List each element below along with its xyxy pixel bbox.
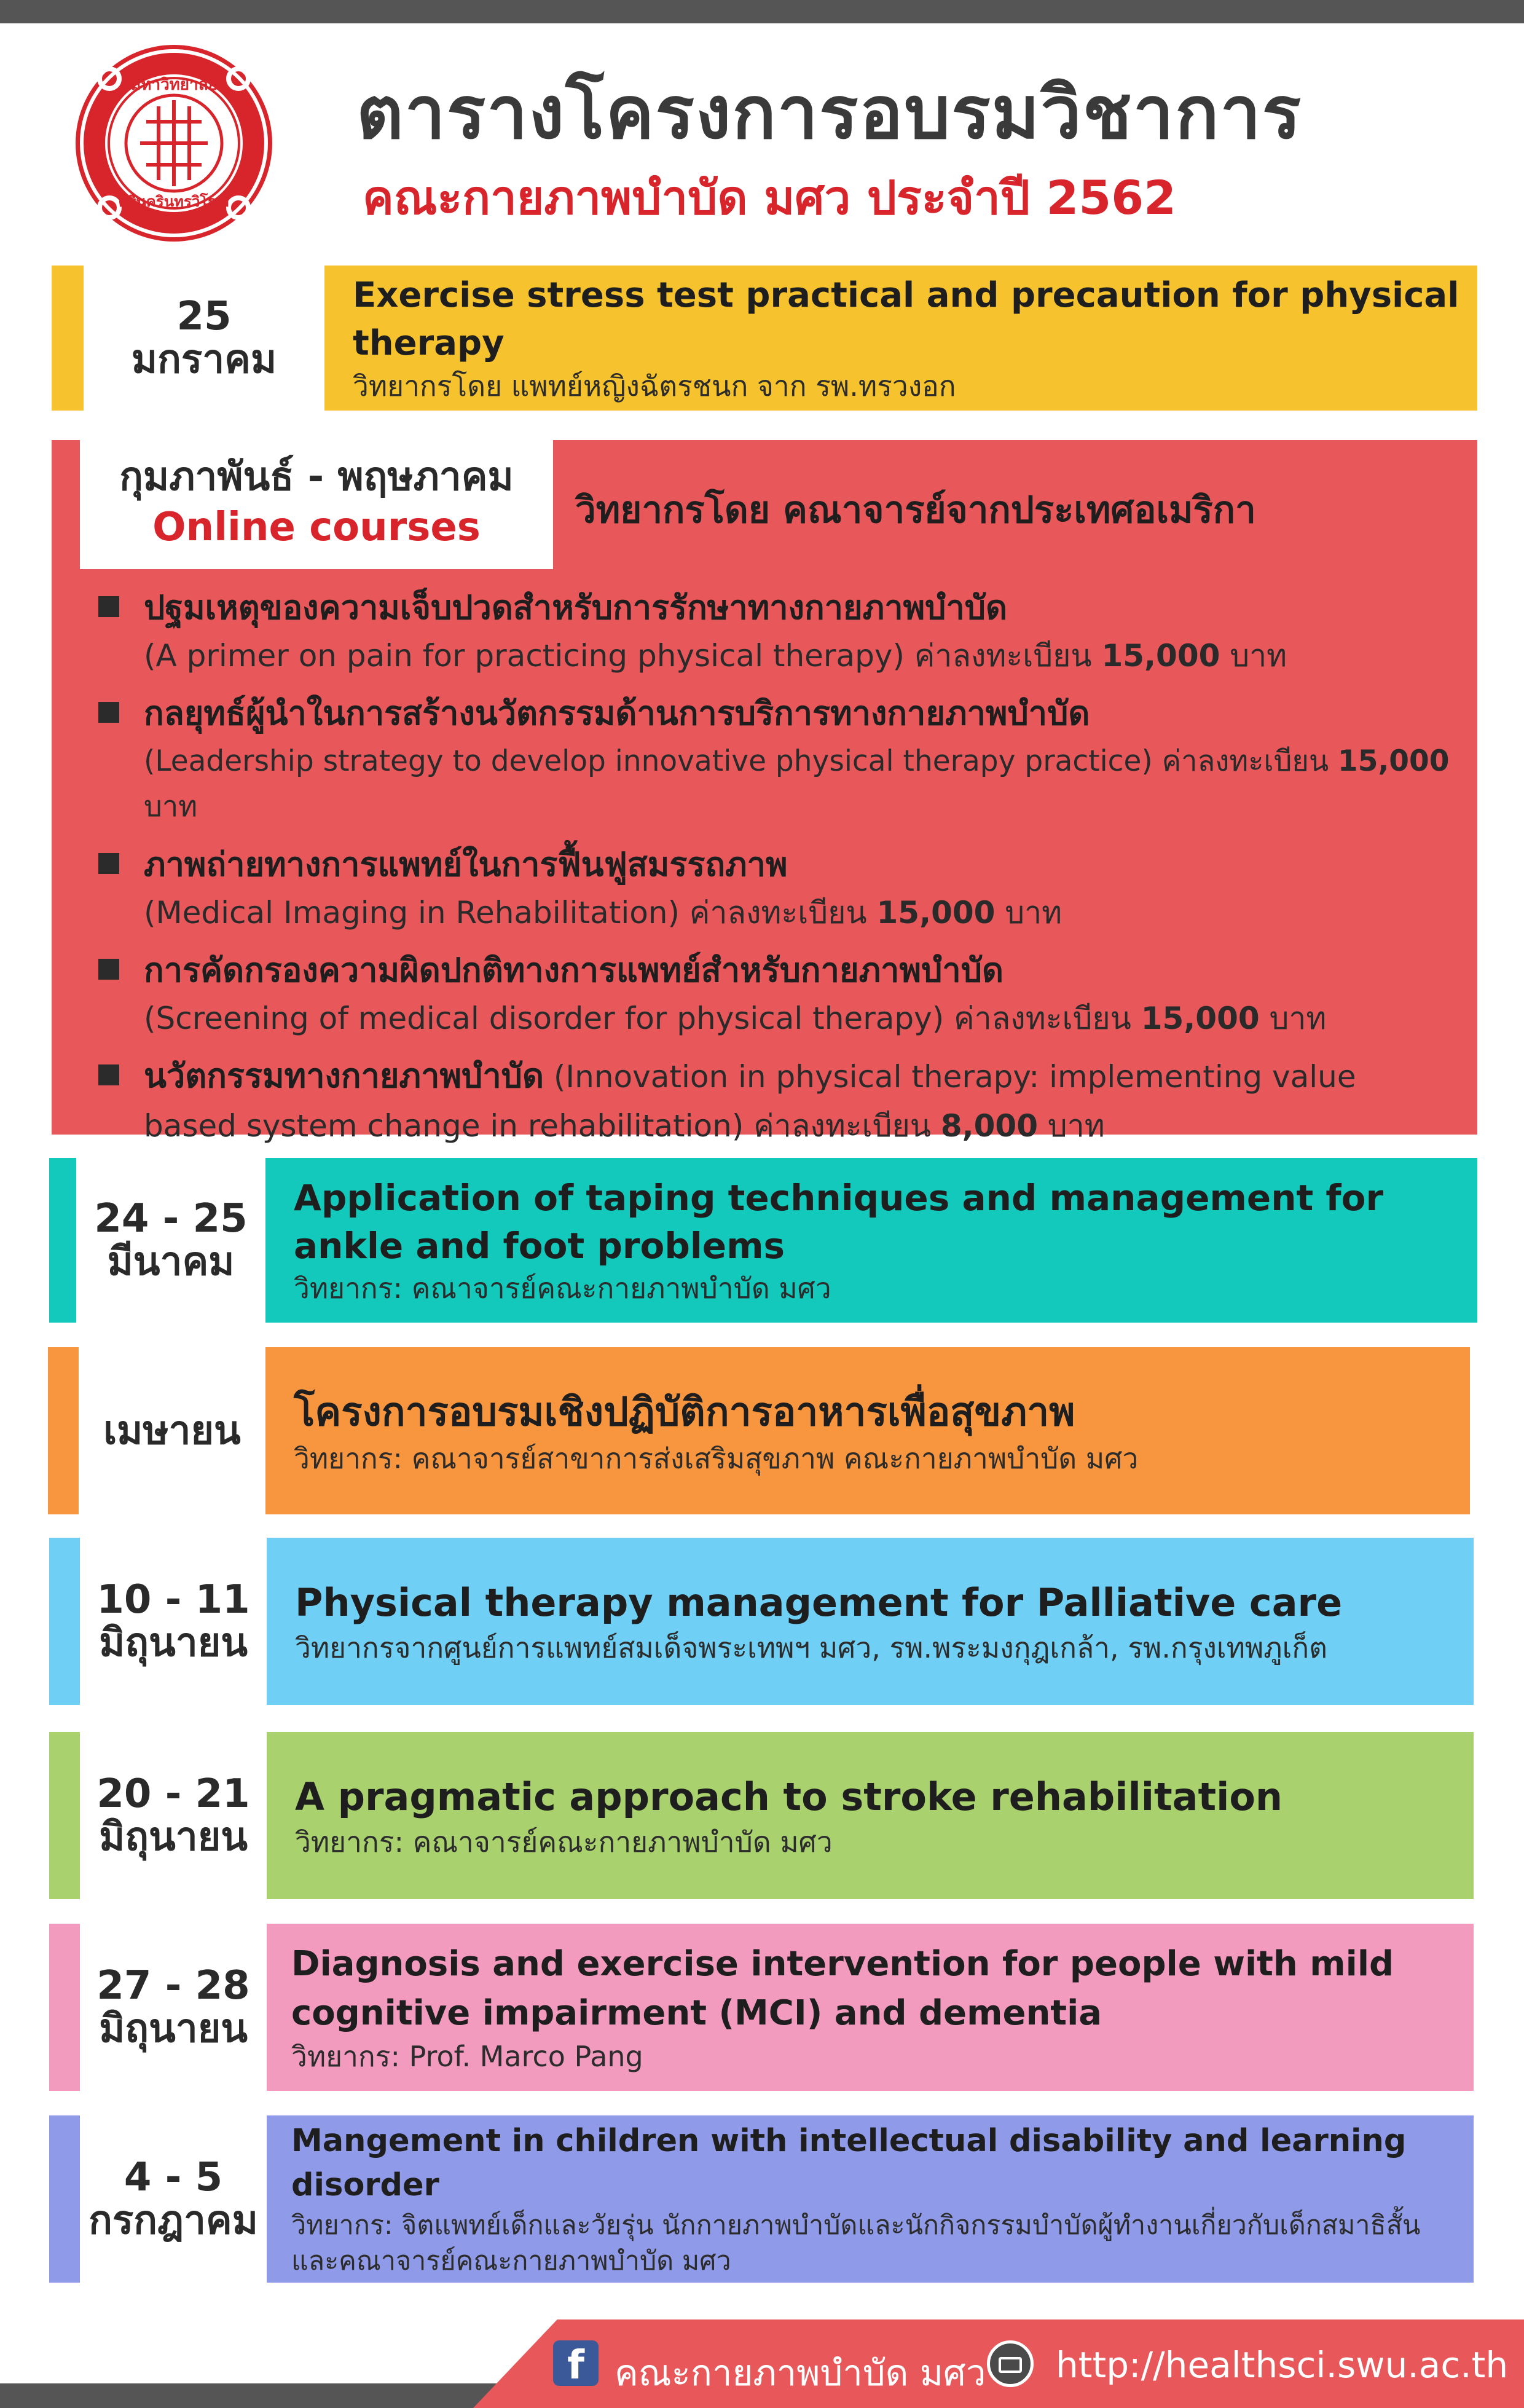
event-date: [84, 266, 324, 411]
facebook-page-link[interactable]: คณะกายภาพบำบัด มศว: [615, 2352, 986, 2394]
online-speaker: วิทยากรโดย คณาจารย์จากประเทศอเมริกา: [575, 489, 1256, 532]
event-date: [79, 1347, 265, 1514]
course-fee: 15,000: [1101, 638, 1220, 674]
course-fee-unit: บาท: [1047, 1108, 1105, 1144]
website-icon: [987, 2340, 1034, 2387]
event-date: [80, 1732, 267, 1899]
event-date-month: มิถุนายน: [99, 2006, 248, 2052]
event-lecturer: วิทยากร: Prof. Marco Pang: [291, 2040, 643, 2073]
event-june-10-11: [49, 1538, 1474, 1705]
event-lecturer: วิทยากรจากศูนย์การแพทย์สมเด็จพระเทพฯ มศว, รพ.พระมงกุฎเกล้า, รพ.กรุงเทพภูเก็ต: [295, 1631, 1328, 1664]
list-item: [98, 945, 1453, 1041]
event-date-month: มีนาคม: [107, 1239, 235, 1285]
list-item: [98, 840, 1453, 935]
event-title: Diagnosis and exercise intervention for people with mild cognitive impairment (MCI) and dementia: [291, 1944, 1394, 2033]
course-fee-unit: บาท: [1005, 895, 1062, 931]
page-title: ตารางโครงการอบรมวิชาการ: [356, 70, 1303, 155]
bullet-square-icon: [98, 959, 119, 980]
online-courses-section: [52, 440, 1477, 1144]
event-title: Physical therapy management for Palliative care: [295, 1580, 1343, 1625]
footer: [0, 2319, 1524, 2408]
event-title: A pragmatic approach to stroke rehabilitation: [295, 1774, 1283, 1819]
event-date-day: 25: [176, 294, 232, 339]
event-date-day: 24 - 25: [94, 1196, 248, 1241]
event-january: [52, 266, 1477, 411]
university-seal-logo: [73, 42, 275, 245]
course-fee-unit: บาท: [1230, 638, 1287, 674]
event-date-month: มิถุนายน: [99, 1620, 248, 1666]
course-title-en: (Innovation in physical therapy: implementing value based system change in rehabilitation) ค่าลงทะเบียน: [144, 1059, 1356, 1144]
event-date-month: กรกฎาคม: [88, 2198, 258, 2243]
online-courses-header: [80, 440, 553, 569]
event-date-month: เมษายน: [103, 1408, 241, 1454]
course-title-en: (Leadership strategy to develop innovative physical therapy practice) ค่าลงทะเบียน: [144, 744, 1329, 778]
course-title-th: กลยุทธ์ผู้นำในการสร้างนวัตกรรมด้านการบริการทางกายภาพบำบัด: [144, 694, 1090, 733]
event-june-27-28: [49, 1924, 1474, 2091]
event-july: [49, 2115, 1474, 2283]
course-title-th: นวัตกรรมทางกายภาพบำบัด: [144, 1056, 544, 1095]
online-course-list: [98, 583, 1453, 1160]
course-fee-unit: บาท: [144, 790, 198, 824]
event-lecturer: วิทยากร: คณาจารย์คณะกายภาพบำบัด มศว: [295, 1825, 833, 1859]
event-date-day: 27 - 28: [96, 1963, 250, 2009]
course-fee: 15,000: [876, 895, 996, 931]
page-subtitle: คณะกายภาพบำบัด มศว ประจำปี 2562: [363, 170, 1177, 225]
course-fee-unit: บาท: [1269, 1001, 1327, 1036]
online-label: Online courses: [152, 505, 481, 550]
event-lecturer: วิทยากรโดย แพทย์หญิงฉัตรชนก จาก รพ.ทรวงอก: [353, 369, 956, 403]
event-april: [48, 1347, 1470, 1514]
course-title-en: (Medical Imaging in Rehabilitation) ค่าลงทะเบียน: [144, 895, 867, 931]
course-title-th: ปฐมเหตุของความเจ็บปวดสำหรับการรักษาทางกายภาพบำบัด: [144, 588, 1008, 627]
list-item: [98, 583, 1453, 679]
seal-text-top: มหาวิทยาลัย: [130, 76, 218, 94]
bullet-square-icon: [98, 853, 119, 874]
course-title-en: (Screening of medical disorder for physical therapy) ค่าลงทะเบียน: [144, 1001, 1131, 1036]
bullet-square-icon: [98, 702, 119, 723]
facebook-icon[interactable]: f: [553, 2340, 599, 2386]
seal-text-bottom: ศรีนครินทรวิโรฒ: [119, 193, 229, 210]
course-title-th: การคัดกรองความผิดปกติทางการแพทย์สำหรับกายภาพบำบัด: [144, 951, 1004, 990]
event-june-20-21: [49, 1732, 1474, 1899]
event-date: [80, 2115, 267, 2283]
online-months: กุมภาพันธ์ - พฤษภาคม: [119, 454, 514, 500]
event-date: [76, 1158, 265, 1323]
event-lecturer: วิทยากร: คณาจารย์สาขาการส่งเสริมสุขภาพ คณะกายภาพบำบัด มศว: [294, 1442, 1139, 1475]
event-lecturer: วิทยากร: คณาจารย์คณะกายภาพบำบัด มศว: [294, 1272, 831, 1305]
event-lecturer: วิทยากร: จิตแพทย์เด็กและวัยรุ่น นักกายภาพบำบัดและนักกิจกรรมบำบัดผู้ทำงานเกี่ยวกับเด็กสมาธิสั้น และคณาจารย์คณะกายภาพบำบัด มศว: [291, 2210, 1421, 2276]
course-fee: 15,000: [1338, 744, 1450, 778]
course-title-th: ภาพถ่ายทางการแพทย์ในการฟื้นฟูสมรรถภาพ: [144, 845, 788, 884]
course-fee: 15,000: [1141, 1001, 1260, 1036]
bullet-square-icon: [98, 596, 119, 617]
event-title: Mangement in children with intellectual disability and learning disorder: [291, 2123, 1407, 2203]
event-date-day: 20 - 21: [96, 1771, 250, 1817]
course-fee: 8,000: [940, 1108, 1038, 1144]
event-date-day: 4 - 5: [124, 2155, 223, 2200]
event-date: [80, 1924, 267, 2091]
list-item: [98, 1051, 1453, 1151]
event-date: [80, 1538, 267, 1705]
event-date-day: 10 - 11: [96, 1577, 250, 1623]
list-item: [98, 688, 1453, 830]
course-title-en: (A primer on pain for practicing physical therapy) ค่าลงทะเบียน: [144, 638, 1092, 674]
bullet-square-icon: [98, 1064, 119, 1085]
event-title: โครงการอบรมเชิงปฏิบัติการอาหารเพื่อสุขภาพ: [294, 1390, 1075, 1435]
event-title: Exercise stress test practical and precaution for physical therapy: [353, 275, 1459, 363]
website-link[interactable]: http://healthsci.swu.ac.th: [1056, 2344, 1509, 2386]
event-march: [49, 1158, 1477, 1323]
top-bar: [0, 0, 1524, 23]
event-date-month: มกราคม: [131, 337, 277, 382]
event-date-month: มิถุนายน: [99, 1814, 248, 1860]
event-title: Application of taping techniques and management for ankle and foot problems: [294, 1177, 1384, 1267]
